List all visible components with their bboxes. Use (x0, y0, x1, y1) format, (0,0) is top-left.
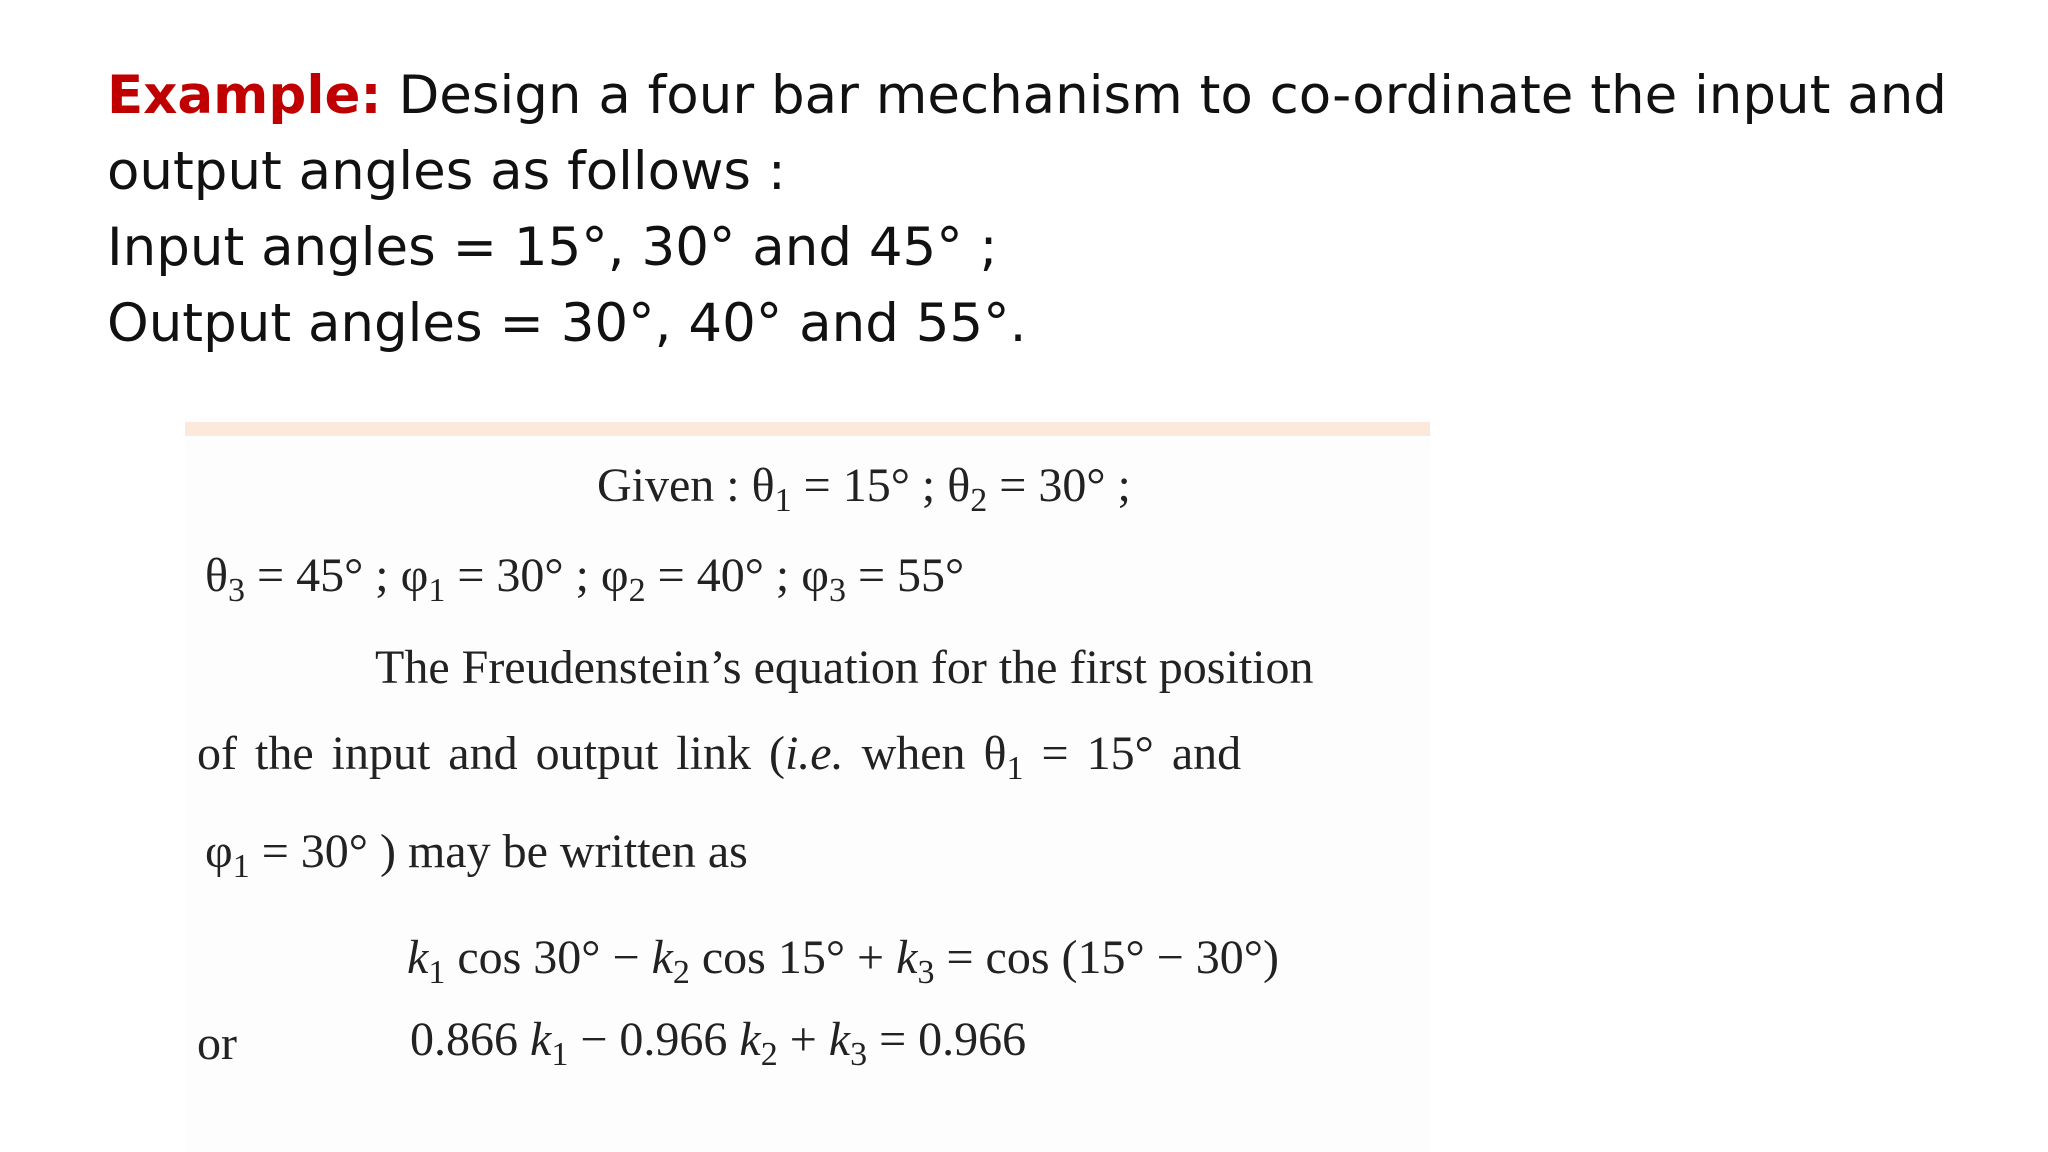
problem-line-1 (107, 58, 1987, 134)
slide-text (107, 58, 1987, 362)
phi1-written-line: $\varphi_1 = 30^\circ$ ) may be written as (205, 825, 748, 885)
problem-line-2: output angles as follows : (107, 141, 786, 202)
angles-line: $\theta_3 = 45^\circ$ ; $\varphi_1 = 30^\circ$ ; $\varphi_2 = 40^\circ$ ; $\varphi_3 = 55^\circ$ (205, 549, 965, 609)
numeric-equation: 0.866 $k_1 - 0.966$ $k_2 + k_3 = 0.966$ (410, 1013, 1027, 1073)
input-output-link-line: of the input and output link (i.e. when $\theta_1 = 15^\circ$ and (197, 727, 1242, 787)
scanned-solution (185, 418, 1430, 1152)
scan-top-rule (185, 422, 1430, 436)
freudenstein-equation: $k_1$ $\cos 30^\circ - k_2$ $\cos 15^\circ + k_3 = \cos (15^\circ - 30^\circ)$ (407, 931, 1279, 991)
example-label: Example: (107, 65, 382, 126)
output-angles-line: Output angles = 30°, 40° and 55°. (107, 293, 1027, 354)
input-angles-line: Input angles = 15°, 30° and 45° ; (107, 217, 998, 278)
problem-text-1: Design a four bar mechanism to co-ordinate the input and (381, 65, 1947, 126)
given-line: Given : $\theta_1 = 15^\circ$ ; $\theta_2 = 30^\circ$ ; (597, 459, 1131, 519)
freudenstein-intro-line: The Freudenstein’s equation for the first position (375, 641, 1314, 694)
or-label: or (197, 1017, 237, 1070)
